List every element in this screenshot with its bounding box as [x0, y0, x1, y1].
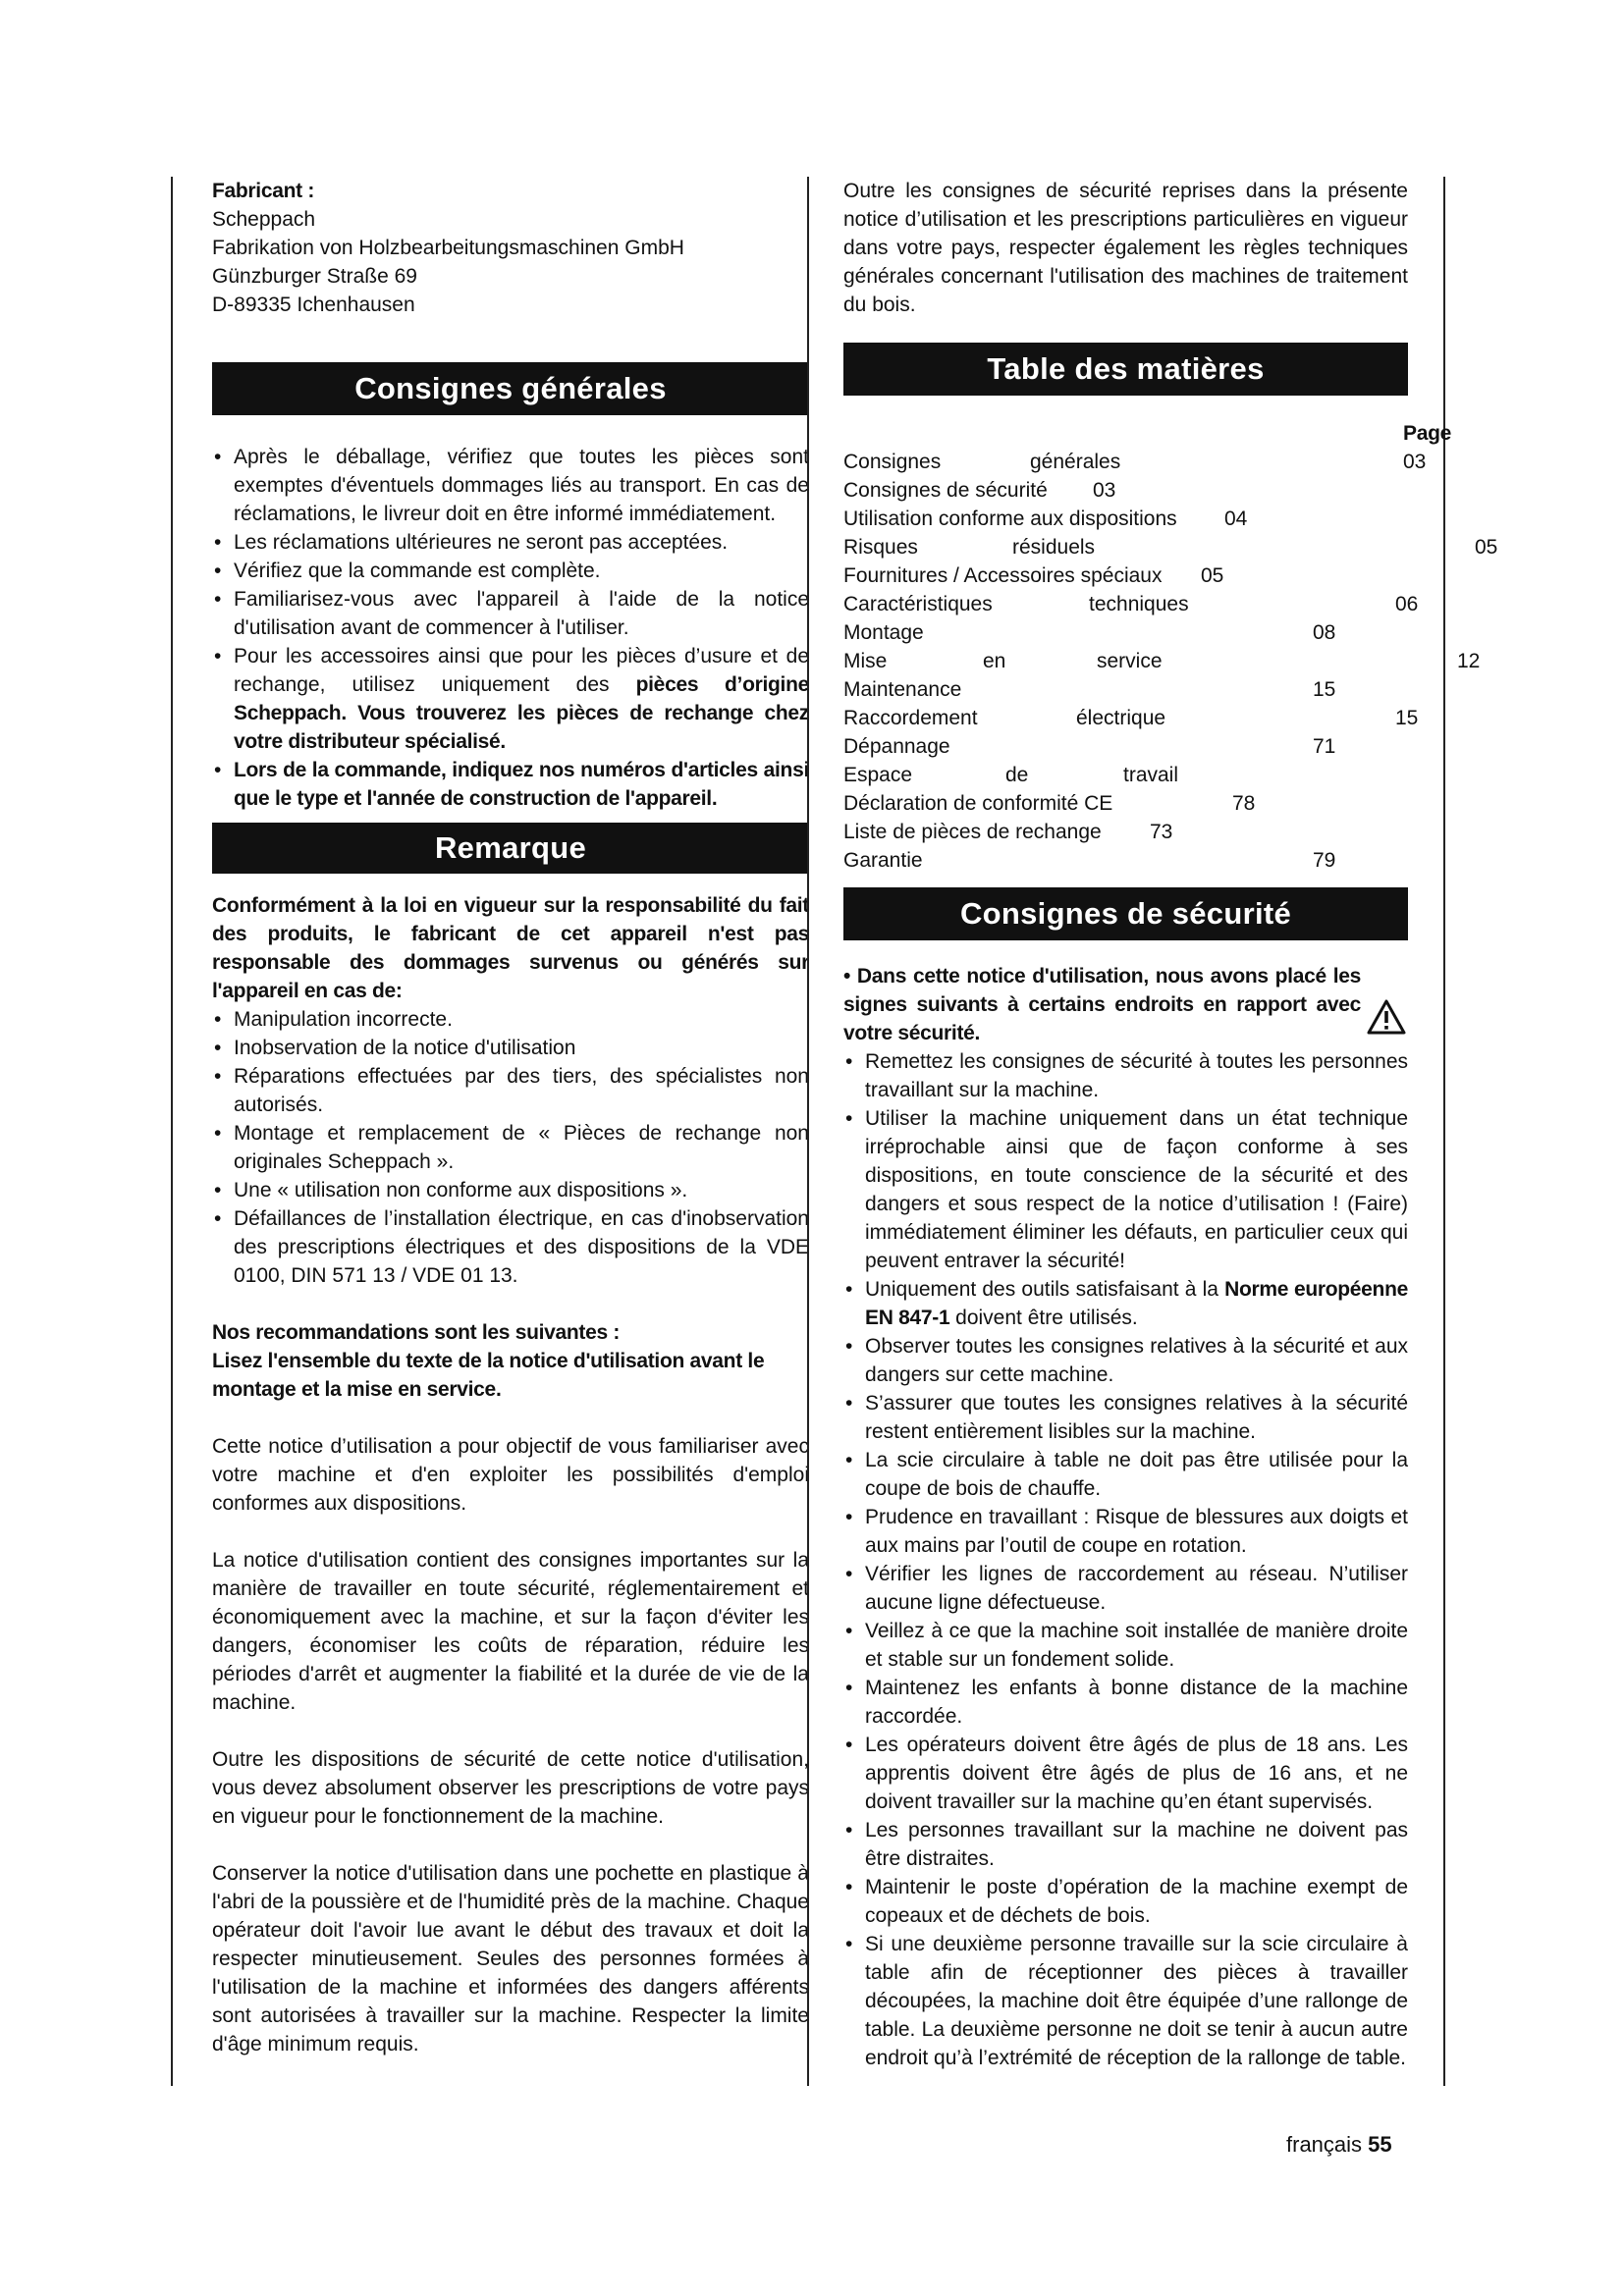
manufacturer-line: Fabrikation von Holzbearbeitungsmaschinen GmbH: [212, 237, 684, 259]
general-item: • Lors de la commande, indiquez nos numéros d'articles ainsi que le type et l'année de construction de l'appareil.: [212, 756, 809, 813]
footer-language: français: [1286, 2132, 1363, 2157]
safety-item: • Prudence en travaillant : Risque de blessures aux doigts et aux mains par l’outil de coupe en rotation.: [843, 1503, 1408, 1560]
toc-row: Consignes générales 03: [843, 451, 1427, 473]
remark-item: • Défaillances de l’installation électrique, en cas d'inobservation des prescriptions électriques et des dispositions de la VDE 0100, DIN 571 13 / VDE 01 13.: [212, 1204, 809, 1290]
page-footer: [1286, 2130, 1392, 2159]
right-column: [807, 177, 1498, 2086]
paragraph: La notice d'utilisation contient des consignes importantes sur la manière de travailler en toute sécurité, réglementairement et économiquement avec la machine, et sur la façon d'éviter les dangers, économiser les coûts de réparation, réduire les périodes d'arrêt et augmenter la fiabilité et la durée de vie de la machine.: [212, 1549, 809, 1714]
toc-row: Maintenance 15: [843, 678, 1336, 701]
safety-item: • Maintenez les enfants à bonne distance de la machine raccordée.: [843, 1674, 1408, 1731]
recommendation-text: Lisez l'ensemble du texte de la notice d'utilisation avant le montage et la mise en service.: [212, 1350, 765, 1401]
safety-item: • Veillez à ce que la machine soit installée de manière droite et stable sur un fondement solide.: [843, 1617, 1408, 1674]
remark-item: • Une « utilisation non conforme aux dispositions ».: [212, 1176, 809, 1204]
toc-row: Risques résiduels 05: [843, 536, 1498, 559]
safety-item: • Uniquement des outils satisfaisant à la Norme européenne EN 847-1 doivent être utilisés.: [843, 1275, 1408, 1332]
safety-item: • Maintenir le poste d’opération de la machine exempt de copeaux et de déchets de bois.: [843, 1873, 1408, 1930]
remark-item: • Manipulation incorrecte.: [212, 1005, 809, 1034]
toc-row: Espace de travail: [843, 764, 1179, 786]
toc-page-label: Page: [1403, 422, 1451, 445]
toc-row: Garantie 79: [843, 849, 1336, 872]
general-item: • Après le déballage, vérifiez que toutes les pièces sont exemptes d'éventuels dommages liés au transport. En cas de réclamations, le livreur doit en être informé immédiatement.: [212, 443, 809, 528]
toc-row: Caractéristiques techniques 06: [843, 593, 1419, 615]
manufacturer-line: Scheppach: [212, 208, 316, 231]
paragraph: Cette notice d’utilisation a pour objectif de vous familiariser avec votre machine et d'en exploiter les possibilités d'emploi conformes aux dispositions.: [212, 1435, 809, 1515]
safety-list: [843, 1047, 1408, 2072]
general-banner: Consignes générales: [212, 362, 809, 415]
safety-item: • S’assurer que toutes les consignes relatives à la sécurité restent entièrement lisibles sur la machine.: [843, 1389, 1408, 1446]
general-list: [212, 443, 809, 813]
general-item: • Familiarisez-vous avec l'appareil à l'aide de la notice d'utilisation avant de commencer à l'utiliser.: [212, 585, 809, 642]
manufacturer-block: [212, 177, 809, 319]
manufacturer-line: Günzburger Straße 69: [212, 265, 417, 288]
toc-banner: Table des matières: [843, 343, 1408, 396]
remark-item: • Réparations effectuées par des tiers, des spécialistes non autorisés.: [212, 1062, 809, 1119]
left-column: [171, 177, 809, 2086]
recommendation-heading: Nos recommandations sont les suivantes :: [212, 1321, 621, 1344]
toc-row: Montage 08: [843, 621, 1336, 644]
safety-item: • Les opérateurs doivent être âgés de plus de 18 ans. Les apprentis doivent être âgés de plus de 16 ans, et ne doivent travailler sur la machine qu’en étant supervisés.: [843, 1731, 1408, 1816]
toc-page-header: [843, 419, 1451, 448]
safety-item: • Remettez les consignes de sécurité à toutes les personnes travaillant sur la machine.: [843, 1047, 1408, 1104]
toc-row: Raccordement électrique 15: [843, 707, 1419, 729]
manufacturer-heading: Fabricant :: [212, 180, 315, 202]
safety-intro-block: [843, 962, 1408, 1047]
safety-item: • Les personnes travaillant sur la machine ne doivent pas être distraites.: [843, 1816, 1408, 1873]
page-number: 55: [1368, 2132, 1392, 2157]
toc-row: Liste de pièces de rechange 73: [843, 821, 1173, 843]
toc-row: Utilisation conforme aux dispositions 04: [843, 507, 1248, 530]
safety-item: • Observer toutes les consignes relatives à la sécurité et aux dangers sur cette machine.: [843, 1332, 1408, 1389]
toc-row: Fournitures / Accessoires spéciaux 05: [843, 564, 1224, 587]
remark-item: • Inobservation de la notice d'utilisation: [212, 1034, 809, 1062]
remark-banner: Remarque: [212, 823, 809, 874]
safety-item: • La scie circulaire à table ne doit pas être utilisée pour la coupe de bois de chauffe.: [843, 1446, 1408, 1503]
safety-item: • Utiliser la machine uniquement dans un état technique irréprochable ainsi que de façon conforme à ses dispositions, en toute conscience de la sécurité et des dangers et sous respect de la notice d’utilisation ! (Faire) immédiatement éliminer les défauts, en particulier ceux qui peuvent entraver la sécurité!: [843, 1104, 1408, 1275]
toc-row: Consignes de sécurité 03: [843, 479, 1116, 502]
warning-triangle-icon: [1367, 999, 1406, 1035]
remark-list: [212, 1005, 809, 1290]
paragraph: Outre les dispositions de sécurité de cette notice d'utilisation, vous devez absolument observer les prescriptions de votre pays en vigueur pour le fonctionnement de la machine.: [212, 1748, 809, 1828]
general-item: • Pour les accessoires ainsi que pour les pièces d’usure et de rechange, utilisez uniquement des pièces d’origine Scheppach. Vous trouverez les pièces de rechange chez votre distributeur spécialisé.: [212, 642, 809, 756]
safety-banner: Consignes de sécurité: [843, 887, 1408, 940]
toc-row: Mise en service 12: [843, 650, 1481, 672]
paragraph: Conserver la notice d'utilisation dans une pochette en plastique à l'abri de la poussière et de l'humidité près de la machine. Chaque opérateur doit l'avoir lue avant le début des travaux et doit la respecter minutieusement. Seules des personnes formées à l'utilisation de la machine et informées des dangers afférents sont autorisées à travailler sur la machine. Respecter la limite d'âge minimum requis.: [212, 1862, 809, 2056]
manufacturer-line: D-89335 Ichenhausen: [212, 294, 415, 316]
remark-item: • Montage et remplacement de « Pièces de rechange non originales Scheppach ».: [212, 1119, 809, 1176]
table-of-contents: [843, 419, 1498, 875]
general-item: • Vérifiez que la commande est complète.: [212, 557, 809, 585]
safety-item: • Vérifier les lignes de raccordement au réseau. N’utiliser aucune ligne défectueuse.: [843, 1560, 1408, 1617]
safety-intro: • Dans cette notice d'utilisation, nous avons placé les signes suivants à certains endroits en rapport avec votre sécurité.: [843, 965, 1361, 1044]
safety-item: • Si une deuxième personne travaille sur la scie circulaire à table afin de réceptionner des pièces à travailler découpées, la machine doit être équipée d’une rallonge de table. La deuxième personne ne doit se tenir à aucun autre endroit qu’à l’extrémité de réception de la rallonge de table.: [843, 1930, 1408, 2072]
right-intro: Outre les consignes de sécurité reprises dans la présente notice d’utilisation et les prescriptions particulières en vigueur dans votre pays, respecter également les règles techniques générales concernant l'utilisation des machines de traitement du bois.: [843, 180, 1408, 316]
remark-intro: Conformément à la loi en vigueur sur la responsabilité du fait des produits, le fabricant de cet appareil n'est pas responsable des dommages survenus ou générés sur l'appareil en cas de:: [212, 894, 809, 1002]
toc-row: Dépannage 71: [843, 735, 1336, 758]
general-item: • Les réclamations ultérieures ne seront pas acceptées.: [212, 528, 809, 557]
toc-row: Déclaration de conformité CE 78: [843, 792, 1256, 815]
